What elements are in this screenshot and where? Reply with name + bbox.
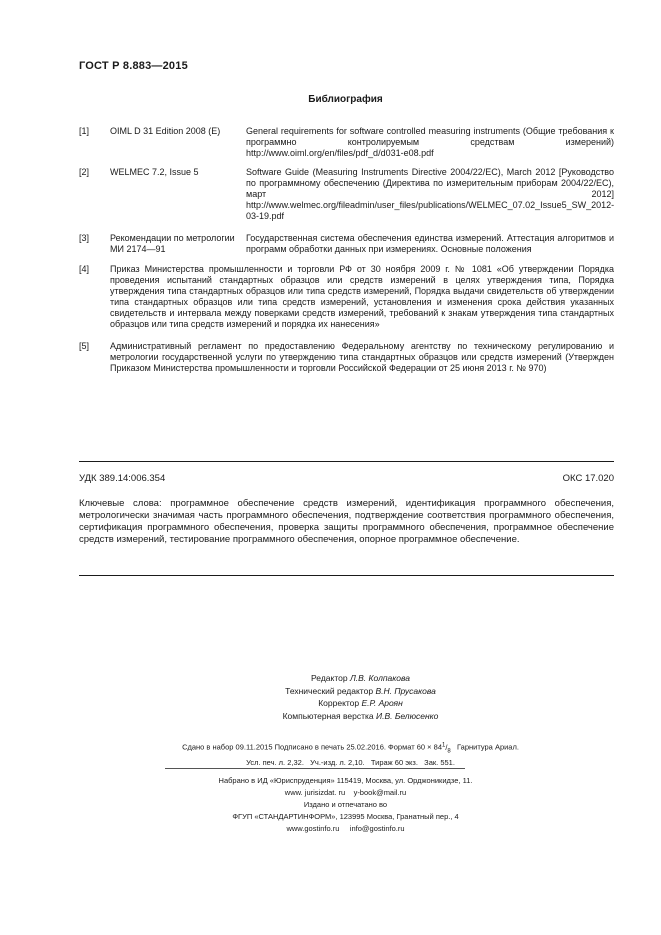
bibliography-entry xyxy=(79,264,614,330)
entry-description: General requirements for software controlled measuring instruments (Общие требования к программно контролируемым средствам измерений) http://www.oiml.org/en/files/pdf_d/d031-e08.pdf xyxy=(246,126,614,158)
publisher-line: www.gostinfo.ru info@gostinfo.ru xyxy=(286,824,405,833)
credit-line: Компьютерная верстка И.В. Белюсенко xyxy=(282,710,439,721)
entry-source: Рекомендации по метрологии МИ 2174—91 xyxy=(110,233,235,254)
credit-line: Корректор Е.Р. Ароян xyxy=(318,698,403,708)
entry-text: Административный регламент по предоставлению Федеральному агентству по техническому регулированию и метрологии государственной услуги по утверждению типа стандартных образцов или средств измерений (Утвержден Приказом Министерства промышленности и торговли Российской Федерации от 25 июня 2013 г. № 970) xyxy=(110,341,614,373)
entry-text: Приказ Министерства промышленности и торговли РФ от 30 ноября 2009 г. № 1081 «Об утверждении Порядка проведения испытаний стандартных образцов или средств измерений в целях утверждения типа, Порядка утверждения типа стандартных образцов или типа средств измерений, Порядка выдачи свидетельств об утверждении типа стандартных образцов или типа средств измерений, установления и изменения срока действия указанных свидетельств и интервала между поверками средств измерений, требований к знакам утверждения типа стандартных образцов или типа средств измерений и порядка их нанесения» xyxy=(110,264,614,329)
entry-description: Государственная система обеспечения единства измерений. Аттестация алгоритмов и программ обработки данных при измерениях. Основные положения xyxy=(246,233,614,254)
keywords-paragraph: Ключевые слова: программное обеспечение средств измерений, идентификация программного обеспечения, метрологически значимая часть программного обеспечения, подтверждение соответствия программного обеспечения, сертификация программного обеспечения, проверка защиты программного обеспечения, программное обеспечение средств измерений, тестирование программного обеспечения, опорное программное обеспечение. xyxy=(79,498,614,545)
print-info-line: Усл. печ. л. 2,32. Уч.-изд. л. 2,10. Тираж 60 экз. Зак. 551. xyxy=(246,758,455,767)
publisher-block xyxy=(0,775,661,835)
entry-number: [2] xyxy=(79,167,90,177)
bibliography-entry xyxy=(79,341,614,385)
print-info-line: Сдано в набор 09.11.2015 Подписано в печать 25.02.2016. Формат $60 \times 84^1/_8$ Гарнитура Ариал. xyxy=(182,742,519,754)
publisher-line: ФГУП «СТАНДАРТИНФОРМ», 123995 Москва, Гранатный пер., 4 xyxy=(232,812,459,821)
bibliography-entry xyxy=(79,167,614,222)
credits-block xyxy=(0,672,661,722)
publisher-divider xyxy=(165,768,465,769)
bibliography-entry xyxy=(79,126,614,159)
entry-number: [4] xyxy=(79,264,90,274)
credit-line: Редактор Л.В. Колпакова xyxy=(310,673,411,683)
publisher-line: www. jurisizdat. ru y-book@mail.ru xyxy=(284,788,407,797)
divider-top xyxy=(79,461,614,462)
bibliography-title: Библиография xyxy=(308,94,383,105)
udk-code: УДК 389.14:006.354 xyxy=(79,473,166,484)
entry-number: [5] xyxy=(79,341,90,351)
publisher-line: Набрано в ИД «Юриспруденция» 115419, Москва, ул. Орджоникидзе, 11. xyxy=(218,776,473,785)
entry-number: [1] xyxy=(79,126,90,136)
bibliography-entry xyxy=(79,233,614,255)
oks-code: ОКС 17.020 xyxy=(562,473,614,484)
publisher-line: Издано и отпечатано во xyxy=(303,800,388,809)
entry-number: [3] xyxy=(79,233,90,243)
document-code: ГОСТ Р 8.883—2015 xyxy=(79,60,188,72)
print-info xyxy=(0,739,661,769)
entry-description: Software Guide (Measuring Instruments Directive 2004/22/EC), March 2012 [Руководство по программному обеспечению (Директива по измерительным приборам 2004/22/EC), март 2012] http://www.welmec.org/fileadmin/user_files/publications/WELMEC_07.02_Issue5_SW_2012-03-19.pdf xyxy=(246,167,615,221)
entry-source: WELMEC 7.2, Issue 5 xyxy=(110,167,199,177)
divider-bottom xyxy=(79,575,614,576)
entry-source: OIML D 31 Edition 2008 (E) xyxy=(110,126,221,136)
credit-line: Технический редактор В.Н. Прусакова xyxy=(285,685,436,696)
